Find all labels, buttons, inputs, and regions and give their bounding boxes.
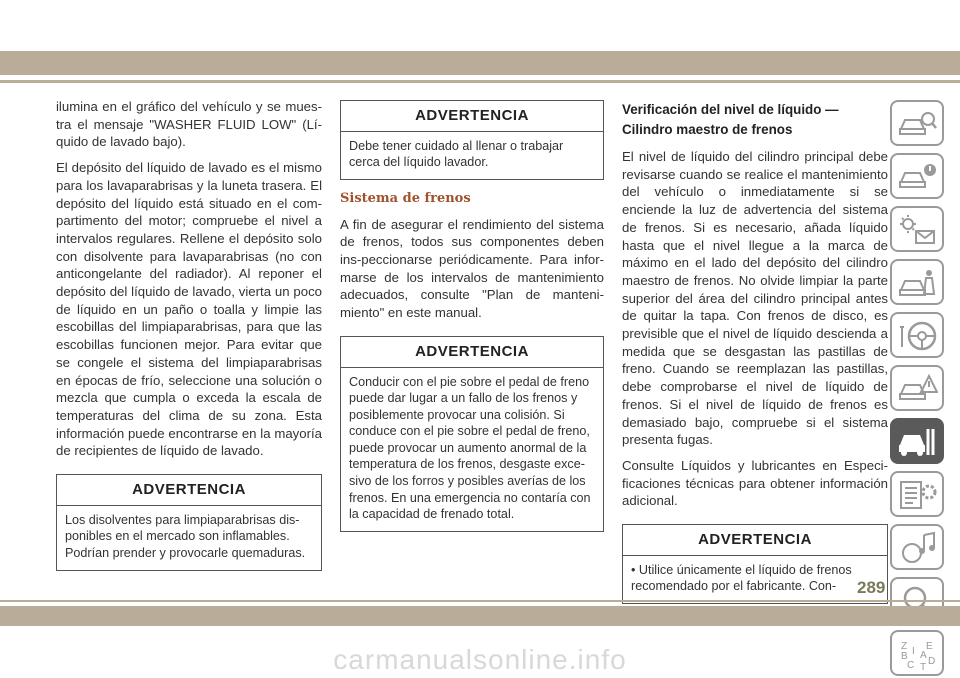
tab-specifications[interactable]: [890, 471, 944, 517]
footer-rule: [0, 600, 960, 602]
car-search-icon: [898, 107, 938, 141]
paragraph: A fin de asegurar el rendimiento del sistema de frenos, todos sus componentes deben ins-peccionarse periódicamente. Para infor-marse de los intervalos de mantenimiento adecuados, consulte "Plan de manteni-miento" en este manual.: [340, 216, 604, 321]
warning-title: ADVERTENCIA: [57, 475, 321, 506]
warning-title: ADVERTENCIA: [623, 525, 887, 556]
steering-wheel-icon: [898, 319, 938, 353]
warning-text: Los disolventes para limpiaparabrisas dis-ponibles en el mercado son inflamables. Podrían prender y provocarle quemaduras.: [65, 512, 306, 560]
warning-box: [622, 524, 888, 604]
footer-band: [0, 606, 960, 626]
multimedia-icon: [898, 531, 938, 565]
column-middle: [340, 100, 604, 542]
warning-title: ADVERTENCIA: [341, 337, 603, 368]
paragraph: El depósito del líquido de lavado es el mismo para los lavaparabrisas y la luneta trasera. El depósito del líquido está situado en el com-partimento del motor; compruebe el nivel a intervalos regulares. Rellene el depósito solo con disolvente para lavaparabrisas (no con anticongelante del radiador). Al reponer el depósito del líquido de lavado, vierta un poco de líquido en un paño o toalla y limpie las escobillas del limpiaparabrisas, para que las escobillas funcionen mejor. Para evitar que se congele el sistema del limpiaparabrisas en épocas de frío, seleccione una solución o mezcla que cumpla o exceda la escala de temperaturas del clima de su zona. Esta información puede encontrarse en la mayoría de recipientes de líquido de lavado.: [56, 160, 322, 459]
tab-steering-wheel[interactable]: [890, 312, 944, 358]
tab-multimedia[interactable]: [890, 524, 944, 570]
tab-car-wrench[interactable]: [890, 418, 944, 464]
watermark: carmanualsonline.info: [333, 644, 627, 675]
tab-car-safety[interactable]: [890, 259, 944, 305]
subsection-title: Verificación del nivel de líquido — Cilindro maestro de frenos: [622, 102, 839, 137]
warning-triangle-icon: [898, 372, 938, 406]
warning-box: [340, 100, 604, 180]
car-wrench-icon: [898, 425, 938, 459]
warning-box: [340, 336, 604, 532]
column-left: [56, 98, 322, 581]
page-number: 289: [857, 578, 886, 597]
column-right: [622, 100, 888, 614]
dashboard-lights-icon: [898, 213, 938, 247]
tab-warning-triangle[interactable]: [890, 365, 944, 411]
warning-box: [56, 474, 322, 570]
index-letter: Z: [901, 641, 908, 652]
warning-title: ADVERTENCIA: [341, 101, 603, 132]
index-letter: C: [907, 660, 915, 671]
specifications-icon: [898, 478, 938, 512]
index-letter: I: [912, 646, 915, 657]
section-title: Sistema de frenos: [340, 190, 471, 206]
paragraph: El nivel de líquido del cilindro principal debe revisarse cuando se realice el mantenimiento del vehículo o inmediatamente si se enciende la luz de advertencia del sistema de frenos. Si es necesario, añada líquido hasta que el nivel llegue a la marca de máximo en el lado del depósito del cilindro maestro de frenos. No olvide limpiar la parte superior del área del cilindro principal antes de quitar la tapa. Con frenos de disco, es previsible que el nivel de líquido descienda a medida que se desgastan las pastillas de freno. Cuando se reemplazan las pastillas, debe comprobarse el nivel de líquido de frenos. Si el nivel de líquido de frenos es demasiado bajo, compruebe si el sistema presenta fugas.: [622, 149, 888, 448]
index-letter: A: [920, 650, 927, 661]
header-rule: [0, 80, 960, 83]
index-letter: T: [920, 662, 927, 671]
tab-car-search[interactable]: [890, 100, 944, 146]
car-info-icon: [898, 160, 938, 194]
warning-text: • Utilice únicamente el líquido de frenos recomendado por el fabricante. Con-: [631, 562, 852, 594]
car-safety-icon: [898, 266, 938, 300]
index-letter: B: [901, 651, 908, 662]
index-letter: E: [926, 641, 933, 652]
warning-text: Debe tener cuidado al llenar o trabajar cerca del líquido lavador.: [349, 138, 564, 170]
header-band: [0, 51, 960, 75]
tab-dashboard-lights[interactable]: [890, 206, 944, 252]
chapter-tabs: [890, 100, 954, 678]
paragraph: Consulte Líquidos y lubricantes en Especi-ficaciones técnicas para obtener información adicional.: [622, 457, 888, 509]
index-letter: D: [928, 656, 936, 667]
paragraph: ilumina en el gráfico del vehículo y se mues-tra el mensaje "WASHER FLUID LOW" (Lí-quido de lavado bajo).: [56, 99, 322, 150]
warning-text: Conducir con el pie sobre el pedal de freno puede dar lugar a un fallo de los frenos y posiblemente provocar una colisión. Si conduce con el pie sobre el pedal de freno, puede provocar un aumento anormal de la temperatura de los frenos, desgaste exce-sivo de los forros y posibles averías de los frenos. En una emergencia no contaría con la capacidad de frenado total.: [349, 374, 591, 522]
tab-car-info[interactable]: [890, 153, 944, 199]
